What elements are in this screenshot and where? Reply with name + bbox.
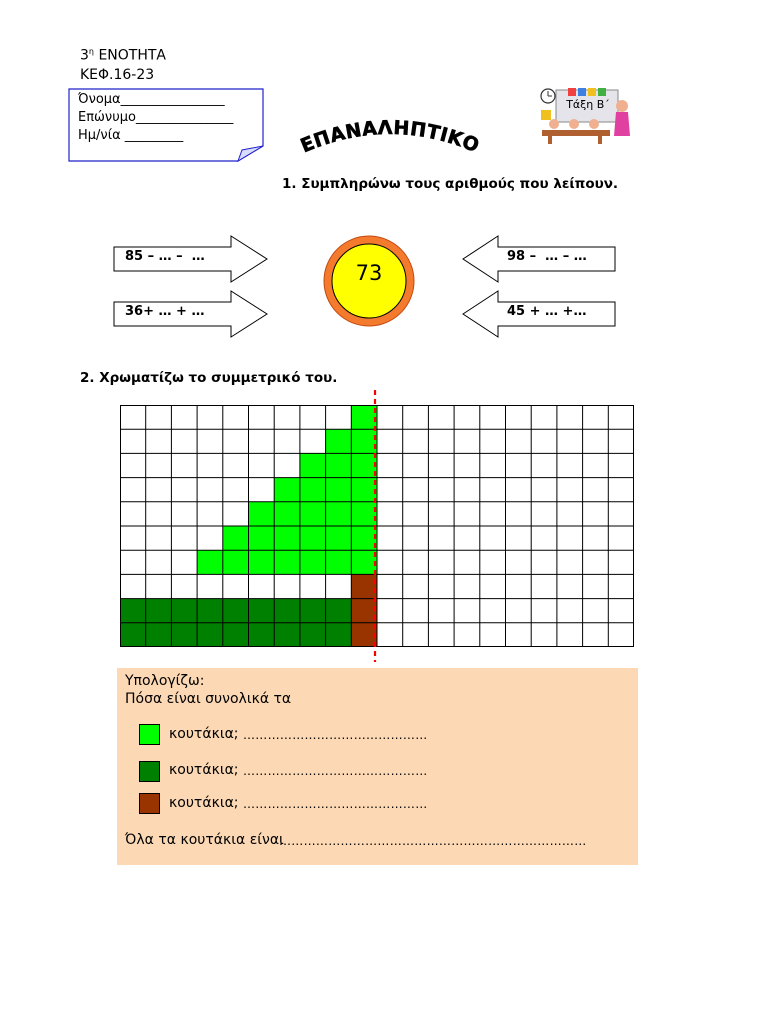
exercise-1-title: 1. Συμπληρώνω τους αριθμούς που λείπουν. [282,176,619,192]
filled-cell-light-green[interactable] [326,502,352,526]
arrow-left-2 [462,290,622,338]
filled-cell-light-green[interactable] [326,526,352,550]
filled-cell-light-green[interactable] [326,429,352,453]
filled-cell-light-green[interactable] [223,550,249,574]
calc-question: Πόσα είναι συνολικά τα [125,691,292,707]
filled-cell-light-green[interactable] [274,526,300,550]
dark-green-swatch [139,761,160,782]
center-number: 73 [355,261,383,285]
filled-cell-dark-green[interactable] [197,599,223,623]
filled-cell-light-green[interactable] [300,526,326,550]
arrow-right-2 [113,290,273,338]
filled-cell-dark-green[interactable] [120,599,146,623]
filled-cell-dark-green[interactable] [120,623,146,647]
filled-cell-light-green[interactable] [249,550,275,574]
filled-cell-dark-green[interactable] [146,623,172,647]
center-number-circle [322,234,416,328]
name-card [68,88,264,162]
first-name-field[interactable]: Όνομα________________ [78,92,225,107]
answer-blank[interactable]: ……………………………………… [243,797,428,811]
light-green-swatch [139,724,160,745]
filled-cell-light-green[interactable] [249,526,275,550]
filled-cell-dark-green[interactable] [249,623,275,647]
unit-word: ΕΝΟΤΗΤΑ [94,47,166,64]
name-fields [78,91,233,145]
filled-cell-dark-green[interactable] [171,599,197,623]
filled-cell-light-green[interactable] [197,550,223,574]
answer-blank[interactable]: ……………………………………… [243,728,428,742]
unit-number: 3 [80,47,89,64]
symmetry-grid[interactable] [120,405,634,647]
unit-line [80,42,166,66]
filled-cell-dark-green[interactable] [146,599,172,623]
filled-cell-dark-green[interactable] [171,623,197,647]
class-logo [538,86,634,144]
filled-cell-light-green[interactable] [300,453,326,477]
date-field[interactable]: Ημ/νία _________ [78,128,184,143]
brown-swatch [139,793,160,814]
arrow-expression[interactable]: 36+ … + … [125,304,205,319]
classroom-picture [538,86,634,144]
arrow-left-1 [462,235,622,283]
filled-cell-light-green[interactable] [326,478,352,502]
filled-cell-dark-green[interactable] [274,623,300,647]
filled-cell-dark-green[interactable] [300,623,326,647]
unit-superscript: η [88,47,94,56]
filled-cell-light-green[interactable] [274,478,300,502]
filled-cell-light-green[interactable] [274,550,300,574]
filled-cell-dark-green[interactable] [223,599,249,623]
filled-cell-dark-green[interactable] [274,599,300,623]
filled-cell-light-green[interactable] [274,502,300,526]
symmetry-axis [373,390,377,662]
filled-cell-light-green[interactable] [300,502,326,526]
unit-heading [80,42,166,85]
arrow-expression[interactable]: 45 + … +… [507,304,587,319]
filled-cell-light-green[interactable] [223,526,249,550]
filled-cell-light-green[interactable] [300,550,326,574]
last-name-field[interactable]: Επώνυμο_______________ [78,110,234,125]
answer-blank[interactable]: ……………………………………… [243,764,428,778]
filled-cell-light-green[interactable] [326,453,352,477]
filled-cell-light-green[interactable] [249,502,275,526]
row-label: κουτάκια; [169,795,239,811]
chapter-range: ΚΕΦ.16-23 [80,66,155,83]
total-answer-blank[interactable]: ………………………………………………………………… [279,834,587,848]
arrow-expression[interactable]: 98 – … – … [507,249,587,264]
calc-heading: Υπολογίζω: [125,673,205,689]
filled-cell-light-green[interactable] [300,478,326,502]
svg-text:ΕΠΑΝΑΛΗΠΤΙΚΟ [297,118,482,157]
title-text: ΕΠΑΝΑΛΗΠΤΙΚΟ [297,118,483,158]
filled-cell-dark-green[interactable] [326,623,352,647]
worksheet-title [295,118,485,158]
arrow-right-1 [113,235,273,283]
row-label: κουτάκια; [169,726,239,742]
total-label: Όλα τα κουτάκια είναι [125,832,284,848]
arrow-expression[interactable]: 85 – … – … [125,249,205,264]
filled-cell-dark-green[interactable] [197,623,223,647]
filled-cell-dark-green[interactable] [300,599,326,623]
class-label: Τάξη Β΄ [566,98,610,111]
row-label: κουτάκια; [169,762,239,778]
filled-cell-dark-green[interactable] [326,599,352,623]
calculation-panel [117,668,638,865]
filled-cell-dark-green[interactable] [223,623,249,647]
exercise-2-title: 2. Χρωματίζω το συμμετρικό του. [80,370,338,386]
filled-cell-dark-green[interactable] [249,599,275,623]
filled-cell-light-green[interactable] [326,550,352,574]
